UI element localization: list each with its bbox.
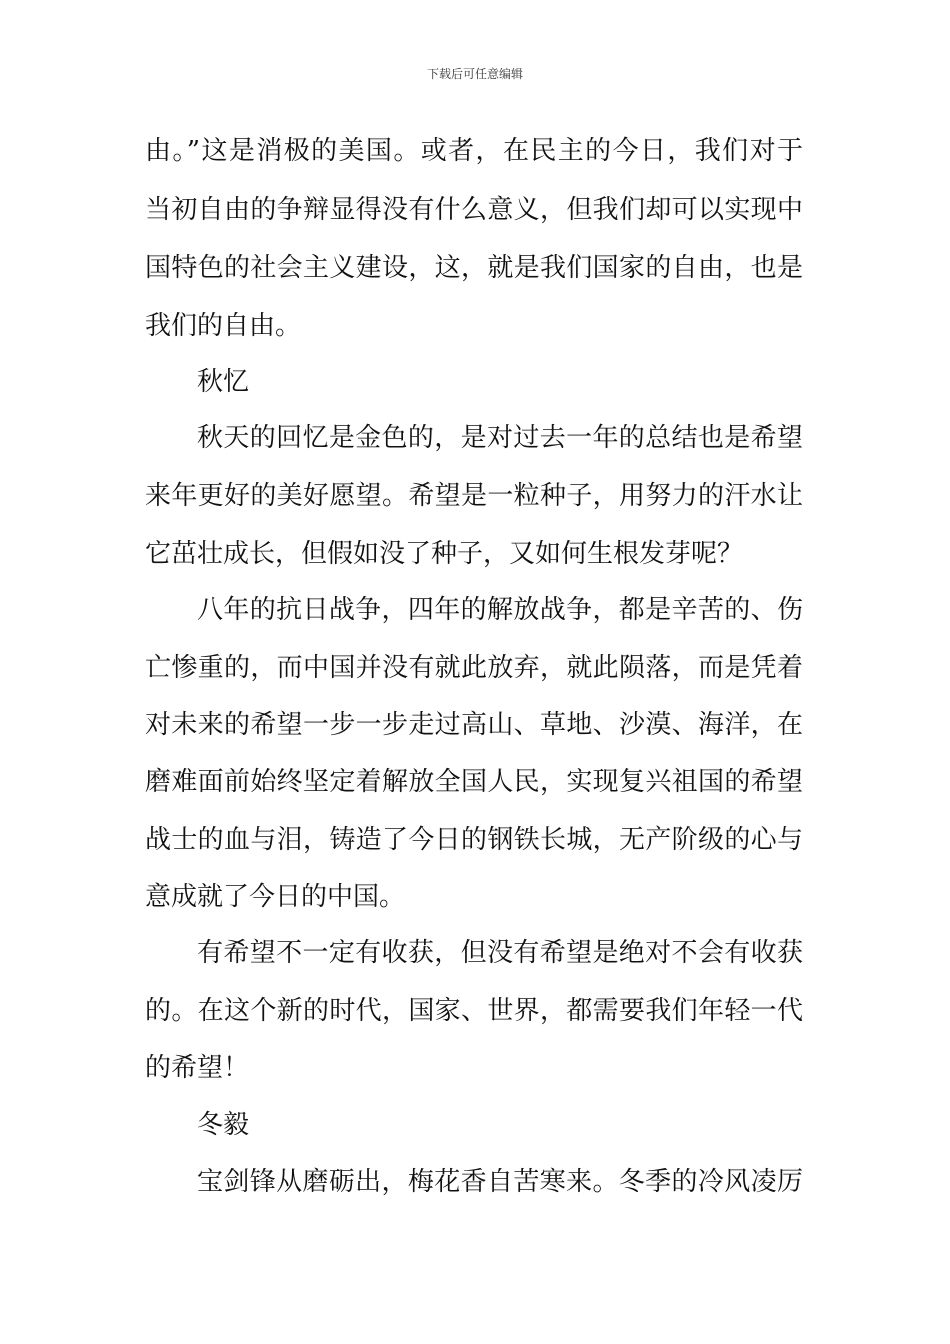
text-line: 宝剑锋从磨砺出，梅花香自苦寒来。冬季的冷风凌厉 <box>197 1167 803 1197</box>
text-line: 亡惨重的，而中国并没有就此放弃，就此陨落，而是凭着 <box>145 653 803 683</box>
text-line: 战士的血与泪，铸造了今日的钢铁长城，无产阶级的心与 <box>145 825 803 855</box>
section-heading-winter: 冬毅 <box>197 1110 250 1140</box>
text-line: 秋天的回忆是金色的，是对过去一年的总结也是希望 <box>197 423 803 453</box>
text-line: 我们的自由。 <box>145 311 302 341</box>
text-line: 来年更好的美好愿望。希望是一粒种子，用努力的汗水让 <box>145 481 803 511</box>
section-heading-autumn: 秋忆 <box>197 367 250 397</box>
text-line: 由。”这是消极的美国。或者，在民主的今日，我们对于 <box>145 136 803 166</box>
text-line: 对未来的希望一步一步走过高山、草地、沙漠、海洋，在 <box>145 710 803 740</box>
text-line: 当初自由的争辩显得没有什么意义，但我们却可以实现中 <box>145 195 803 225</box>
text-line: 八年的抗日战争，四年的解放战争，都是辛苦的、伤 <box>197 595 803 625</box>
text-line: 的希望！ <box>145 1053 250 1083</box>
page-header: 下载后可任意编辑 <box>426 67 523 81</box>
text-line: 意成就了今日的中国。 <box>145 882 406 912</box>
text-line: 有希望不一定有收获，但没有希望是绝对不会有收获 <box>197 938 803 968</box>
text-line: 国特色的社会主义建设，这，就是我们国家的自由，也是 <box>145 253 803 283</box>
text-line: 它茁壮成长，但假如没了种子，又如何生根发芽呢？ <box>145 539 744 569</box>
text-line: 的。在这个新的时代，国家、世界，都需要我们年轻一代 <box>145 996 803 1026</box>
text-line: 磨难面前始终坚定着解放全国人民，实现复兴祖国的希望 <box>145 767 803 797</box>
